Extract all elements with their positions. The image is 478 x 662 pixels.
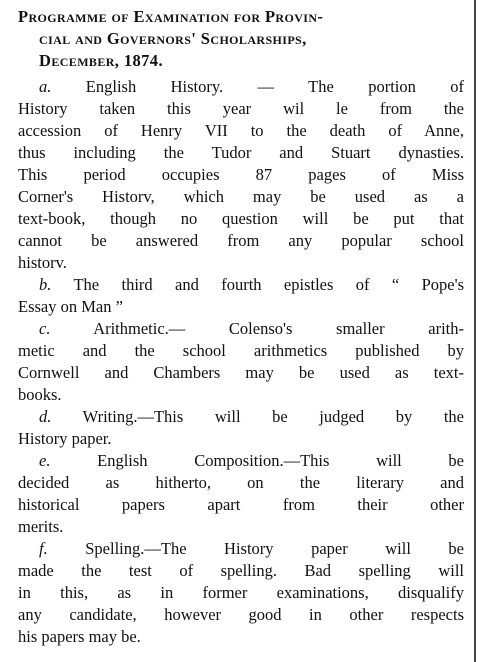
section-d-writing <box>18 406 464 450</box>
section-a-english-history <box>18 76 464 274</box>
section-line: in this, as in former examinations, disqualify <box>18 583 464 602</box>
section-line: This period occupies 87 pages of Miss <box>18 165 464 184</box>
section-line: books. <box>18 385 62 404</box>
section-line: decided as hitherto, on the literary and <box>18 473 464 492</box>
section-f-spelling <box>18 538 464 648</box>
heading-line: Programme of Examination for Provin- <box>18 7 324 26</box>
section-b-pope-epistles <box>18 274 464 318</box>
section-line: English Composition.—This will be <box>97 451 465 470</box>
section-line: Spelling.—The History paper will be <box>85 539 465 558</box>
section-line: cannot be answered from any popular school <box>18 231 464 250</box>
section-letter: a. <box>39 77 52 96</box>
section-line: Essay on Man ” <box>18 297 123 316</box>
heading-line: December, 1874. <box>39 51 163 70</box>
section-c-arithmetic <box>18 318 464 406</box>
section-line: The third and fourth epistles of “ Pope's <box>73 275 464 294</box>
section-line: thus including the Tudor and Stuart dynasties. <box>18 143 464 162</box>
section-letter: b. <box>39 275 52 294</box>
section-line: Arithmetic.— Colenso's smaller arith- <box>93 319 464 338</box>
section-line: Cornwell and Chambers may be used as text- <box>18 363 464 382</box>
section-line: accession of Henry VII to the death of Anne, <box>18 121 464 140</box>
section-line: historv. <box>18 253 67 272</box>
section-line: History taken this year wil le from the <box>18 99 464 118</box>
section-letter: f. <box>39 539 48 558</box>
section-line: History paper. <box>18 429 112 448</box>
column-rule <box>474 0 476 662</box>
section-letter: e. <box>39 451 51 470</box>
section-line: metic and the school arithmetics published by <box>18 341 464 360</box>
section-line: Writing.—This will be judged by the <box>82 407 465 426</box>
programme-heading <box>18 6 464 72</box>
section-line: historical papers apart from their other <box>18 495 464 514</box>
section-line: any candidate, however good in other respects <box>18 605 464 624</box>
section-line: made the test of spelling. Bad spelling will <box>18 561 464 580</box>
section-line: text-book, though no question will be put that <box>18 209 464 228</box>
section-line: English History. — The portion of <box>85 77 465 96</box>
heading-line: cial and Governors' Scholarships, <box>39 29 307 48</box>
section-letter: c. <box>39 319 51 338</box>
section-line: his papers may be. <box>18 627 141 646</box>
section-line: Corner's Historv, which may be used as a <box>18 187 464 206</box>
section-line: merits. <box>18 517 64 536</box>
section-letter: d. <box>39 407 52 426</box>
section-e-english-composition <box>18 450 464 538</box>
